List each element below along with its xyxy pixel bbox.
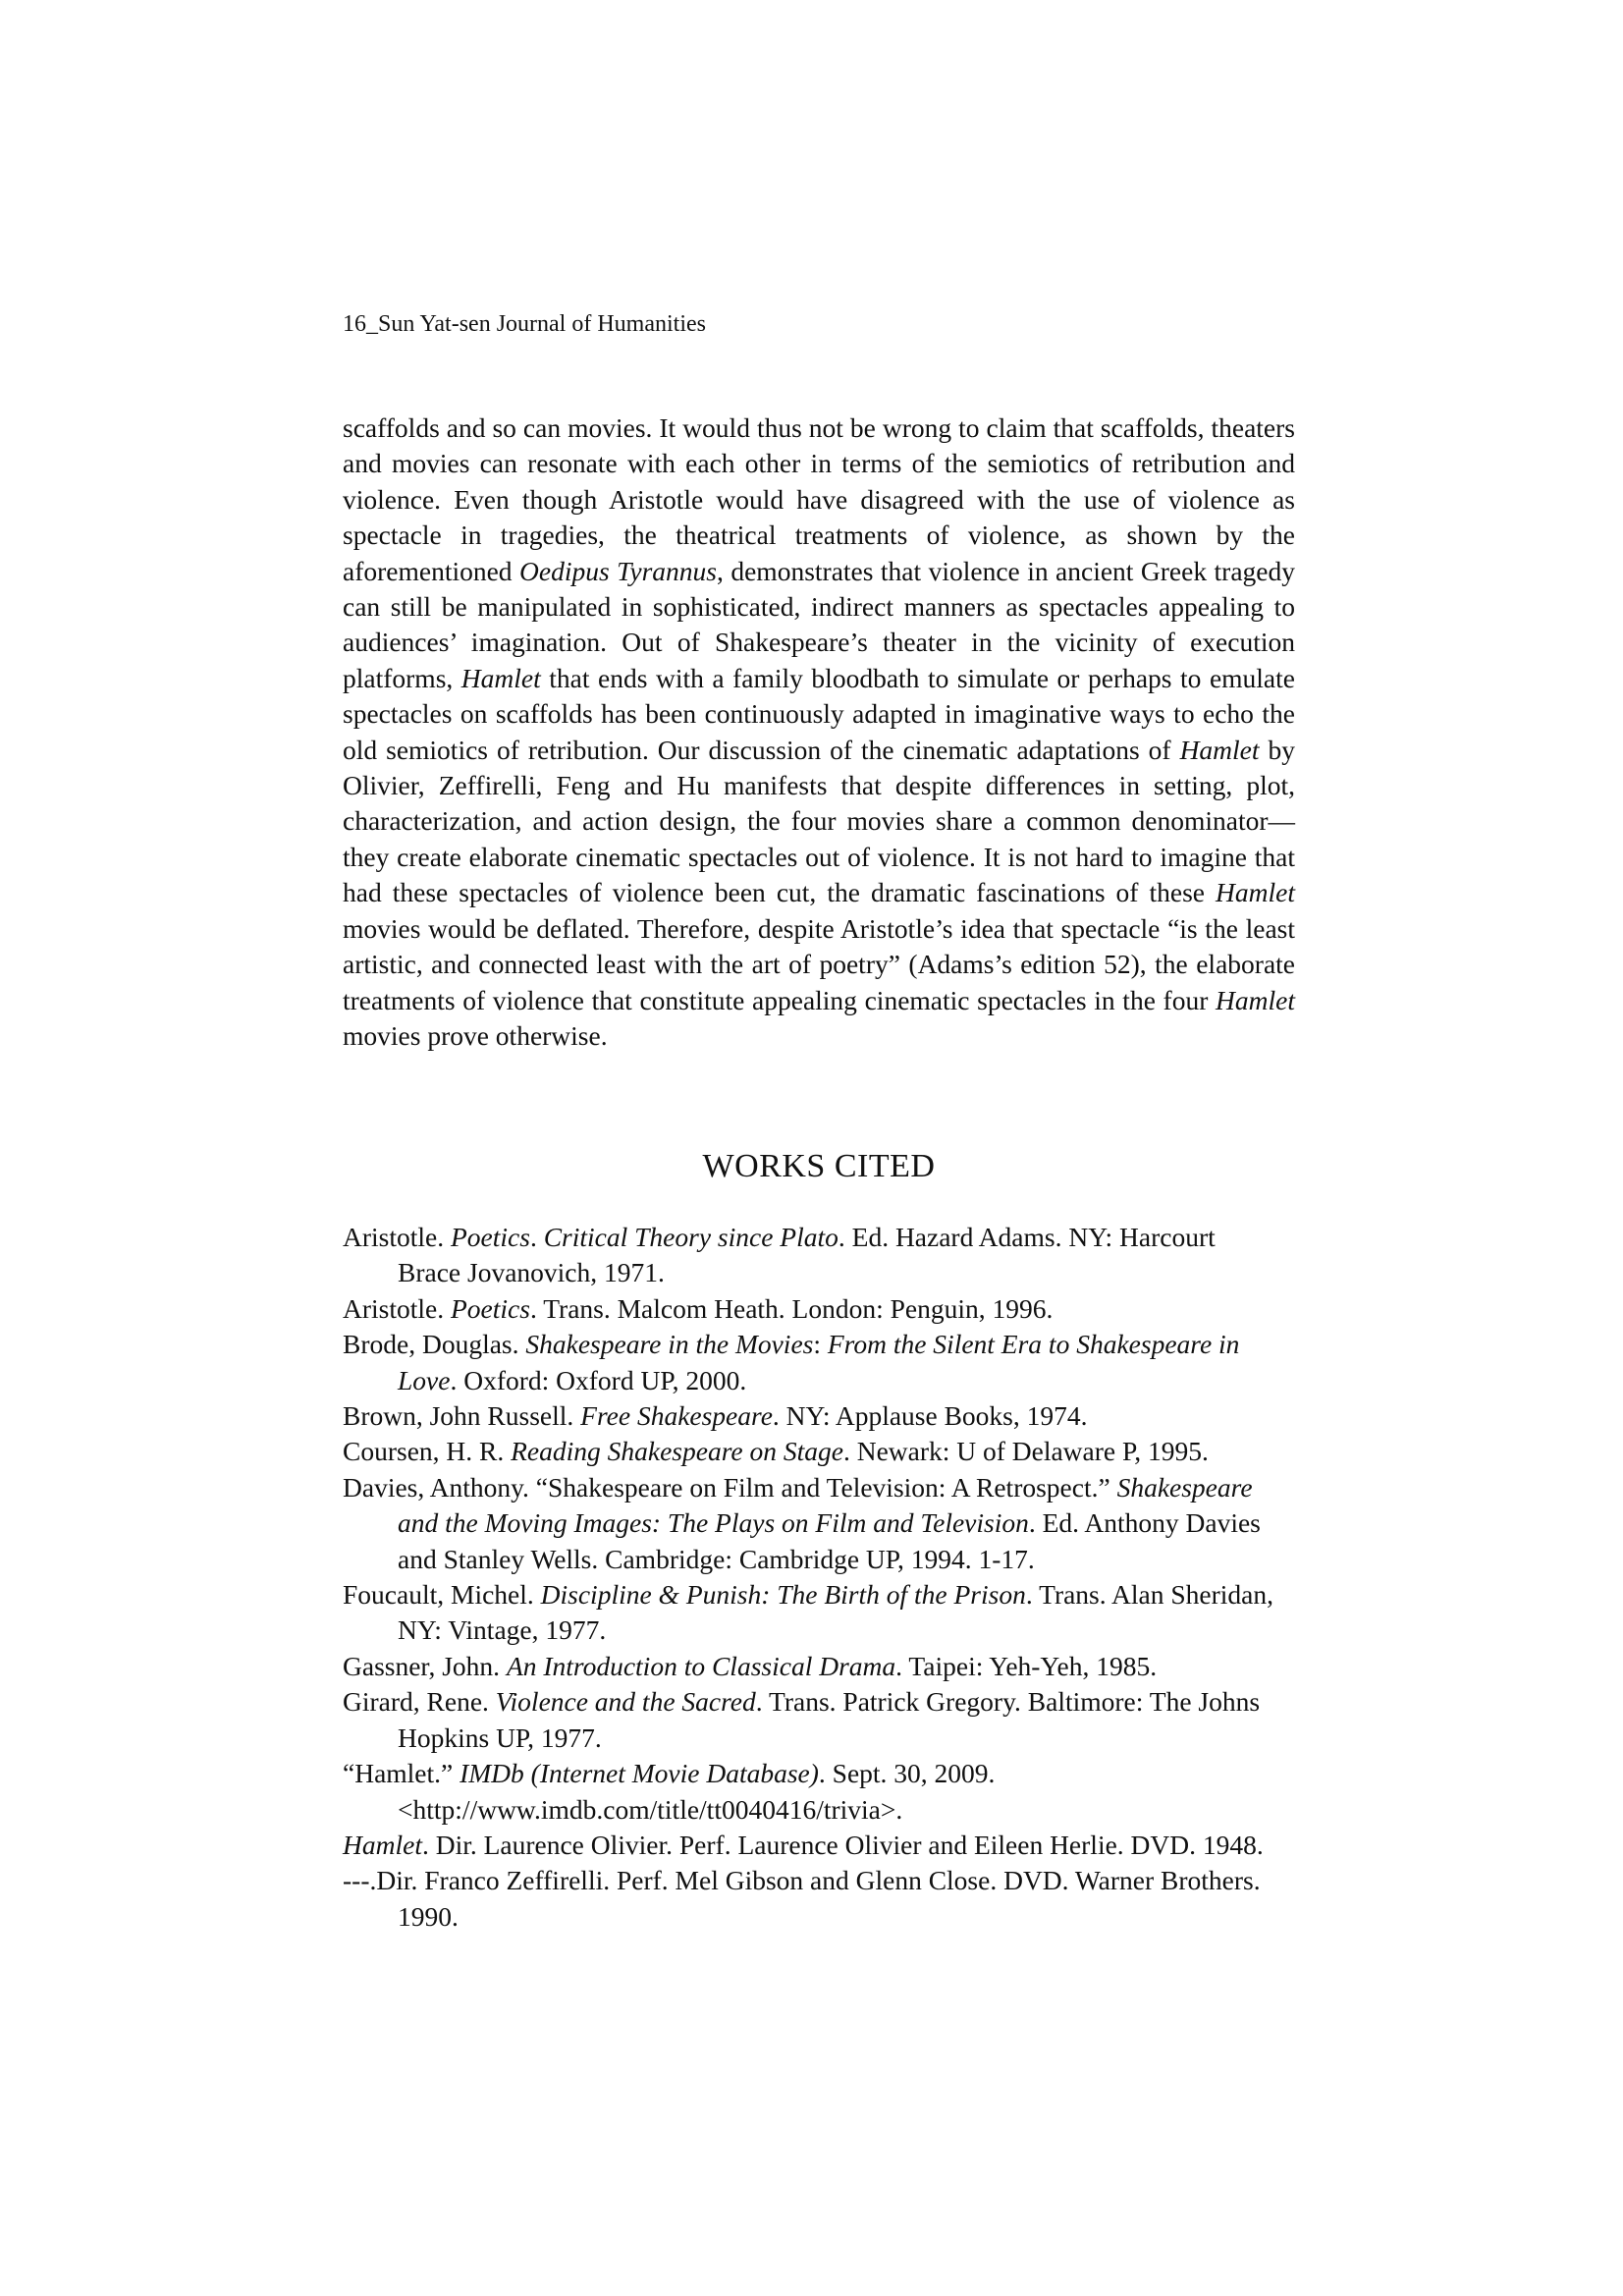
citation-entry bbox=[343, 1434, 1305, 1469]
citation-text: . NY: Applause Books, 1974. bbox=[772, 1400, 1088, 1432]
citation-text: : bbox=[813, 1329, 828, 1360]
citation-entry bbox=[343, 1756, 1305, 1828]
body-text-run: by Olivier, Zeffirelli, Feng and Hu manifests that despite differences in setting, plot, characterization, and action design, the four movies share a common denominator—they create elaborate cinematic spectacles out of violence. It is not hard to imagine that had these spectacles of violence been cut, the dramatic fascinations of these bbox=[343, 734, 1296, 908]
citation-entry bbox=[343, 1291, 1305, 1327]
citation-entry bbox=[343, 1649, 1305, 1684]
citation-italic-title: Critical Theory since Plato bbox=[543, 1222, 839, 1252]
works-cited-list bbox=[343, 1220, 1305, 1935]
citation-text: NY: Vintage, 1977. bbox=[398, 1614, 607, 1646]
citation-text: . Ed. Hazard Adams. NY: Harcourt bbox=[838, 1222, 1216, 1252]
italic-title-hamlet: Hamlet bbox=[1179, 734, 1260, 765]
citation-text: and Stanley Wells. Cambridge: Cambridge UP, 1994. 1-17. bbox=[398, 1543, 1035, 1574]
italic-title-hamlet: Hamlet bbox=[1216, 984, 1295, 1015]
citation-text: . Newark: U of Delaware P, 1995. bbox=[842, 1436, 1209, 1467]
body-text-run: movies prove otherwise. bbox=[343, 1019, 608, 1051]
citation-entry bbox=[343, 1398, 1305, 1434]
citation-entry bbox=[343, 1863, 1305, 1935]
citation-text: . Taipei: Yeh-Yeh, 1985. bbox=[895, 1650, 1158, 1681]
citation-text: Aristotle. bbox=[343, 1292, 451, 1324]
citation-entry bbox=[343, 1327, 1305, 1398]
citation-text: 1990. bbox=[398, 1900, 459, 1932]
body-text-run: movies would be deflated. Therefore, despite Aristotle’s idea that spectacle “is the least artistic, and connected least with the art of poetry” (Adams’s edition 52), the elaborate treatments of violence that constitute appealing cinematic spectacles in the four bbox=[343, 912, 1295, 1015]
citation-italic-title: Poetics bbox=[451, 1292, 530, 1324]
italic-title-hamlet: Hamlet bbox=[460, 662, 541, 693]
body-text-run: scaffolds and so can movies. It would thus not be wrong to claim that scaffolds, theaters and movies can resonate with each other in terms of the semiotics of retribution and violence. Even though Aristotle would have disagreed with the use of violence as spectacle in tragedies, the theatrical treatments of violence, as shown by the aforementioned bbox=[343, 412, 1295, 586]
citation-text: . Dir. Laurence Olivier. Perf. Laurence Olivier and Eileen Herlie. DVD. 1948. bbox=[421, 1829, 1264, 1860]
citation-entry bbox=[343, 1577, 1305, 1649]
citation-text: Gassner, John. bbox=[343, 1650, 507, 1681]
italic-title-hamlet: Hamlet bbox=[1216, 877, 1295, 908]
citation-italic-title: Reading Shakespeare on Stage bbox=[511, 1436, 843, 1467]
citation-text: . Oxford: Oxford UP, 2000. bbox=[450, 1364, 747, 1395]
citation-text: Coursen, H. R. bbox=[343, 1436, 512, 1467]
citation-text: “Hamlet.” bbox=[343, 1758, 460, 1789]
citation-text: Brode, Douglas. bbox=[343, 1329, 526, 1360]
citation-entry bbox=[343, 1470, 1305, 1577]
citation-text: Brace Jovanovich, 1971. bbox=[398, 1257, 665, 1288]
citation-text: Foucault, Michel. bbox=[343, 1579, 541, 1611]
citation-italic-title: Hamlet bbox=[343, 1829, 422, 1860]
citation-text: . Trans. Patrick Gregory. Baltimore: The Johns bbox=[755, 1686, 1261, 1718]
citation-text: . Ed. Anthony Davies bbox=[1028, 1507, 1261, 1539]
citation-italic-title: Love bbox=[398, 1364, 451, 1395]
citation-italic-title: Shakespeare in the Movies bbox=[525, 1329, 814, 1360]
citation-italic-title: IMDb (Internet Movie Database) bbox=[460, 1758, 819, 1789]
citation-italic-title: Free Shakespeare bbox=[580, 1400, 773, 1432]
citation-text: . Trans. Malcom Heath. London: Penguin, 1996. bbox=[529, 1292, 1054, 1324]
citation-entry bbox=[343, 1828, 1305, 1863]
citation-text: . Trans. Alan Sheridan, bbox=[1025, 1579, 1273, 1611]
body-paragraph bbox=[343, 410, 1295, 1054]
citation-italic-title: Shakespeare bbox=[1116, 1471, 1253, 1503]
running-head: 16_Sun Yat-sen Journal of Humanities bbox=[343, 311, 706, 337]
citation-text: Aristotle. bbox=[343, 1222, 451, 1252]
citation-italic-title: An Introduction to Classical Drama bbox=[506, 1650, 896, 1681]
citation-italic-title: and the Moving Images: The Plays on Film and Television bbox=[398, 1507, 1029, 1539]
citation-italic-title: Discipline & Punish: The Birth of the Prison bbox=[540, 1579, 1026, 1611]
citation-italic-title: Poetics bbox=[451, 1222, 530, 1252]
citation-text: Girard, Rene. bbox=[343, 1686, 496, 1718]
works-cited-heading: WORKS CITED bbox=[702, 1148, 936, 1184]
citation-italic-title: From the Silent Era to Shakespeare in bbox=[827, 1329, 1240, 1360]
citation-text: . bbox=[529, 1222, 544, 1252]
citation-text: Brown, John Russell. bbox=[343, 1400, 581, 1432]
italic-title-oedipus: Oedipus Tyrannus bbox=[519, 555, 718, 586]
body-text-run: that ends with a family bloodbath to simulate or perhaps to emulate spectacles on scaffolds has been continuously adapted in imaginative ways to echo the old semiotics of retribution. Our discussion of the cinematic adaptations of bbox=[343, 662, 1295, 765]
body-text-run: , demonstrates that violence in ancient Greek tragedy can still be manipulated in sophisticated, indirect manners as spectacles appealing to audiences’ imagination. Out of Shakespeare’s theater in the vicinity of execution platforms, bbox=[343, 555, 1295, 693]
citation-text: Hopkins UP, 1977. bbox=[398, 1722, 602, 1753]
citation-italic-title: Violence and the Sacred bbox=[495, 1686, 756, 1718]
citation-text: Davies, Anthony. “Shakespeare on Film and Television: A Retrospect.” bbox=[343, 1471, 1117, 1503]
citation-entry bbox=[343, 1220, 1305, 1291]
citation-text: . Sept. 30, 2009. bbox=[818, 1758, 996, 1789]
citation-text: <http://www.imdb.com/title/tt0040416/trivia>. bbox=[398, 1793, 903, 1825]
citation-text: ---.Dir. Franco Zeffirelli. Perf. Mel Gibson and Glenn Close. DVD. Warner Brothers. bbox=[343, 1865, 1261, 1896]
citation-entry bbox=[343, 1684, 1305, 1756]
